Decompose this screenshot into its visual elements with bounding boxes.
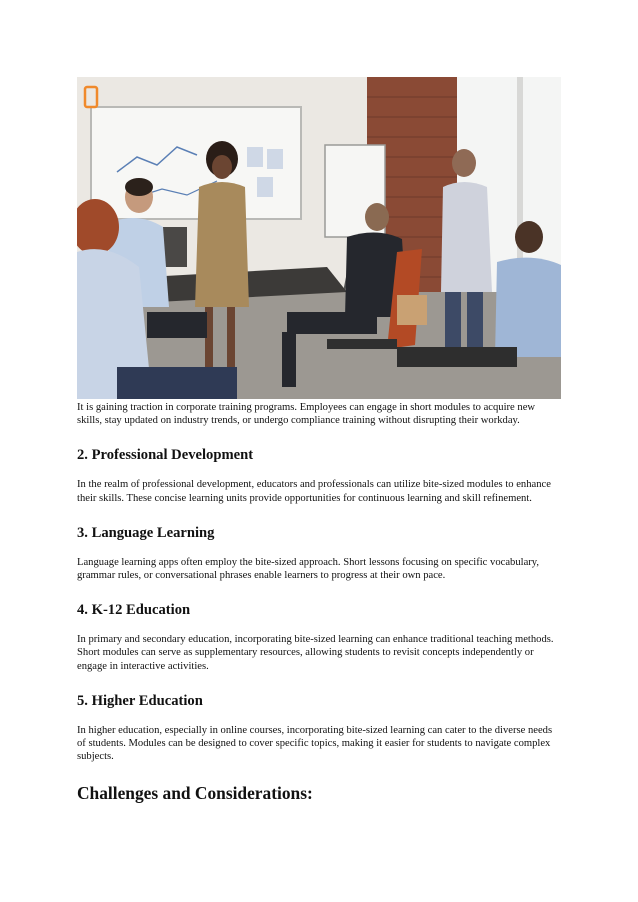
section-body-higher-education: In higher education, especially in online courses, incorporating bite-sized learning can cater to the diverse needs of students. Modules can be designed to cover specific topics, making it easier for students to navigate complex subjects. [77,724,553,763]
section-heading-k12-education: 4. K-12 Education [77,602,191,619]
section-heading-professional-development: 2. Professional Development [77,447,254,464]
section-body-professional-development: In the realm of professional development, educators and professionals can utilize bite-sized modules to enhance their skills. These concise learning units provide opportunities for continuous learning and skill refinement. [77,479,551,504]
section-body-k12-education: In primary and secondary education, incorporating bite-sized learning can enhance traditional teaching methods. Short modules can serve as supplementary resources, allowing students to revisit concepts independently or engage in interactive activities. [77,634,554,672]
document-page [77,77,561,803]
intro-caption: It is gaining traction in corporate training programs. Employees can engage in short modules to acquire new skills, stay updated on industry trends, or undergo compliance training without disrupting their workday. [77,402,536,427]
challenges-heading: Challenges and Considerations: [77,783,313,804]
office-meeting-illustration [77,77,561,399]
section-heading-higher-education: 5. Higher Education [77,692,203,709]
section-body-language-learning: Language learning apps often employ the bite-sized approach. Short lessons focusing on specific vocabulary, grammar rules, or conversational phrases enable learners to progress at their own pace. [77,556,540,582]
training-photo [77,77,561,399]
section-heading-language-learning: 3. Language Learning [77,524,215,541]
